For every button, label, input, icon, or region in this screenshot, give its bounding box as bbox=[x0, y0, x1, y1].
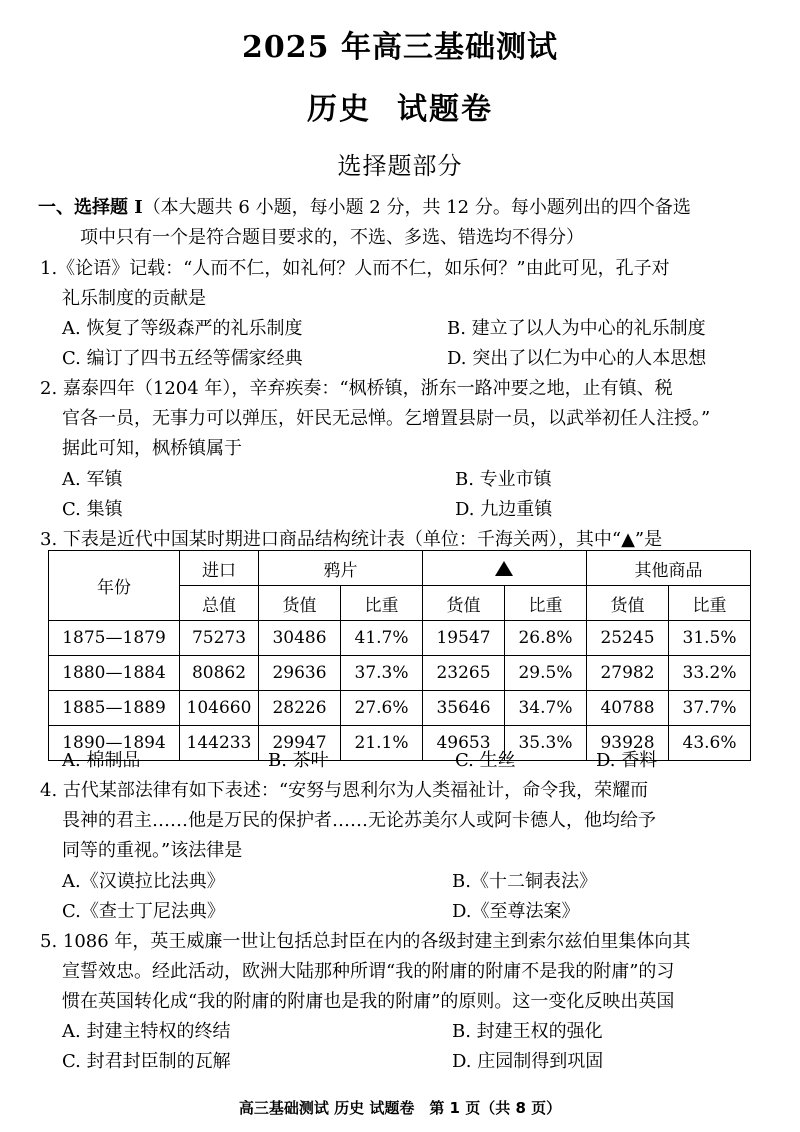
table-cell: 41.7% bbox=[341, 621, 423, 656]
q2-stem-2: 官各一员，无事力可以弹压，奸民无忌惮。乞增置县尉一员，以武举初任人注授。” bbox=[62, 408, 711, 429]
table-cell: 29947 bbox=[259, 726, 341, 761]
part-title: 选择题部分 bbox=[337, 152, 463, 180]
exam-title: 2025 年高三基础测试 bbox=[242, 30, 558, 65]
q1-option-a: A. 恢复了等级森严的礼乐制度 bbox=[62, 318, 303, 339]
q1-option-c: C. 编订了四书五经等儒家经典 bbox=[62, 348, 303, 369]
q5-option-d: D. 庄园制得到巩固 bbox=[452, 1051, 604, 1072]
q5-option-a: A. 封建主特权的终结 bbox=[62, 1021, 231, 1042]
q4-stem-2: 畏神的君主……他是万民的保护者……无论苏美尔人或阿卡德人，他均给予 bbox=[62, 810, 656, 831]
q2-option-c: C. 集镇 bbox=[62, 499, 123, 520]
header-opium-value: 货值 bbox=[259, 586, 341, 621]
table-cell: 37.3% bbox=[341, 656, 423, 691]
exam-subtitle bbox=[0, 84, 800, 128]
table-cell: 75273 bbox=[180, 621, 259, 656]
q3-option-c: C. 生丝 bbox=[455, 750, 516, 771]
q4-option-a: A.《汉谟拉比法典》 bbox=[62, 871, 225, 892]
header-unknown-ratio: 比重 bbox=[505, 586, 587, 621]
q3-stem-1: 3. 下表是近代中国某时期进口商品结构统计表（单位：千海关两），其中“▲”是 bbox=[40, 529, 663, 550]
table-cell: 49653 bbox=[422, 726, 504, 761]
table-cell: 34.7% bbox=[505, 691, 587, 726]
table-cell: 104660 bbox=[180, 691, 259, 726]
import-structure-table bbox=[48, 550, 751, 761]
table-cell: 40788 bbox=[586, 691, 668, 726]
q1-stem-1: 1.《论语》记载：“人而不仁，如礼何？人而不仁，如乐何？”由此可见，孔子对 bbox=[40, 258, 670, 279]
q3-option-b: B. 茶叶 bbox=[268, 750, 329, 771]
table-cell: 37.7% bbox=[669, 691, 751, 726]
q4-stem-3: 同等的重视。”该法律是 bbox=[62, 840, 243, 861]
q4-option-d: D.《至尊法案》 bbox=[452, 901, 580, 922]
table-row bbox=[49, 656, 751, 691]
q5-option-c: C. 封君封臣制的瓦解 bbox=[62, 1051, 231, 1072]
header-total-1: 进口 bbox=[180, 551, 259, 586]
table-cell: 29636 bbox=[259, 656, 341, 691]
table-cell: 26.8% bbox=[505, 621, 587, 656]
header-opium-ratio: 比重 bbox=[341, 586, 423, 621]
table-cell: 35.3% bbox=[505, 726, 587, 761]
header-other-value: 货值 bbox=[586, 586, 668, 621]
paper-label: 试题卷 bbox=[397, 92, 493, 127]
section-header bbox=[38, 197, 691, 219]
header-other: 其他商品 bbox=[586, 551, 750, 586]
table-cell: 28226 bbox=[259, 691, 341, 726]
q2-option-b: B. 专业市镇 bbox=[455, 469, 552, 490]
table-cell: 80862 bbox=[180, 656, 259, 691]
table-cell: 1890—1894 bbox=[49, 726, 180, 761]
q5-stem-2: 宣誓效忠。经此活动，欧洲大陆那种所谓“我的附庸的附庸不是我的附庸”的习 bbox=[62, 961, 675, 982]
q4-option-b: B.《十二铜表法》 bbox=[452, 871, 597, 892]
q1-option-d: D. 突出了以仁为中心的人本思想 bbox=[447, 348, 707, 369]
q3-option-a: A. 棉制品 bbox=[62, 750, 141, 771]
table-cell: 23265 bbox=[422, 656, 504, 691]
q4-stem-1: 4. 古代某部法律有如下表述：“安努与恩利尔为人类福祉计，命令我，荣耀而 bbox=[40, 780, 649, 801]
section-desc-2: 项中只有一个是符合题目要求的，不选、多选、错选均不得分） bbox=[80, 227, 584, 248]
table-cell: 25245 bbox=[586, 621, 668, 656]
table-cell: 27982 bbox=[586, 656, 668, 691]
table-row bbox=[49, 691, 751, 726]
table-cell: 27.6% bbox=[341, 691, 423, 726]
header-unknown bbox=[422, 551, 586, 586]
page-footer: 高三基础测试 历史 试题卷 第 1 页（共 8 页） bbox=[238, 1099, 562, 1117]
table-cell: 33.2% bbox=[669, 656, 751, 691]
q5-option-b: B. 封建王权的强化 bbox=[452, 1021, 603, 1042]
header-total-2: 总值 bbox=[180, 586, 259, 621]
q1-stem-2: 礼乐制度的贡献是 bbox=[62, 288, 206, 309]
header-opium: 鸦片 bbox=[259, 551, 423, 586]
q1-option-b: B. 建立了以人为中心的礼乐制度 bbox=[447, 318, 706, 339]
triangle-icon bbox=[495, 561, 513, 576]
table-cell: 43.6% bbox=[669, 726, 751, 761]
table-cell: 29.5% bbox=[505, 656, 587, 691]
table-cell: 93928 bbox=[586, 726, 668, 761]
q5-stem-1: 5. 1086 年，英王威廉一世让包括总封臣在内的各级封建主到索尔兹伯里集体向其 bbox=[40, 931, 691, 952]
header-other-ratio: 比重 bbox=[669, 586, 751, 621]
header-year: 年份 bbox=[49, 551, 180, 621]
header-unknown-value: 货值 bbox=[422, 586, 504, 621]
table-row bbox=[49, 621, 751, 656]
table-cell: 1880—1884 bbox=[49, 656, 180, 691]
section-label: 一、选择题 Ⅰ bbox=[38, 197, 143, 218]
q3-option-d: D. 香料 bbox=[596, 750, 658, 771]
q2-stem-3: 据此可知，枫桥镇属于 bbox=[62, 438, 242, 459]
table-cell: 30486 bbox=[259, 621, 341, 656]
table-cell: 31.5% bbox=[669, 621, 751, 656]
table-cell: 21.1% bbox=[341, 726, 423, 761]
section-desc-1: （本大题共 6 小题，每小题 2 分，共 12 分。每小题列出的四个备选 bbox=[142, 197, 691, 218]
q4-option-c: C.《查士丁尼法典》 bbox=[62, 901, 225, 922]
table-cell: 1885—1889 bbox=[49, 691, 180, 726]
table-cell: 1875—1879 bbox=[49, 621, 180, 656]
table-cell: 35646 bbox=[422, 691, 504, 726]
table-cell: 19547 bbox=[422, 621, 504, 656]
q2-option-a: A. 军镇 bbox=[62, 469, 123, 490]
table-cell: 144233 bbox=[180, 726, 259, 761]
subject-label: 历史 bbox=[307, 92, 371, 127]
q2-stem-1: 2. 嘉泰四年（1204 年），辛弃疾奏：“枫桥镇，浙东一路冲要之地，止有镇、税 bbox=[40, 378, 673, 399]
q2-option-d: D. 九边重镇 bbox=[455, 499, 553, 520]
q5-stem-3: 惯在英国转化成“我的附庸的附庸也是我的附庸”的原则。这一变化反映出英国 bbox=[62, 991, 675, 1012]
